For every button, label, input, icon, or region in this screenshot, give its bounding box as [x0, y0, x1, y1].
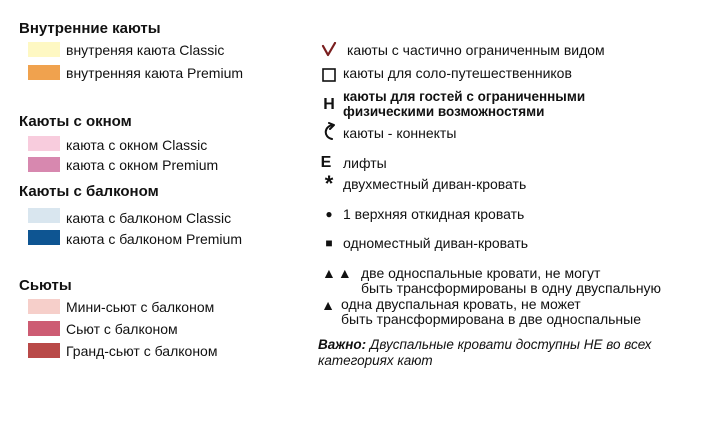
legend-elevators-label: лифты: [343, 155, 387, 171]
circle-icon: ●: [325, 207, 333, 221]
legend-upper-bed-label: 1 верхняя откидная кровать: [343, 206, 525, 222]
balcony-cabins-heading: Каюты с балконом: [19, 183, 159, 200]
checkmark-icon: [318, 41, 340, 59]
legend-two-singles-line1: две односпальные кровати, не могут: [361, 265, 601, 281]
asterisk-icon: *: [324, 171, 334, 196]
swatch-mini-suite: [28, 299, 60, 314]
legend-label-window-classic: каюта с окном Classic: [66, 137, 208, 153]
swatch-suite: [28, 321, 60, 336]
legend-solo-label: каюты для соло-путешественников: [343, 65, 572, 81]
legend-partial-view-label: каюты с частично ограниченным видом: [347, 42, 605, 58]
legend-label-inside-classic: внутреняя каюта Classic: [66, 42, 225, 58]
legend-connecting-label: каюты - коннекты: [343, 125, 457, 141]
legend-label-grand-suite: Гранд-сьют с балконом: [66, 343, 218, 359]
h-letter-icon: H: [323, 96, 335, 113]
legend-label-inside-premium: внутренняя каюта Premium: [66, 65, 244, 81]
legend-two-singles-line2: быть трансформированы в одну двуспальную: [361, 280, 662, 296]
legend-label-balcony-classic: каюта с балконом Classic: [66, 210, 232, 226]
legend-sofa-single-label: одноместный диван-кровать: [343, 235, 529, 251]
legend-label-mini-suite: Мини-сьют с балконом: [66, 299, 215, 315]
important-note-line1: [318, 337, 651, 353]
swatch-inside-classic: [28, 42, 60, 57]
connect-arrow-icon: [318, 123, 340, 141]
swatch-window-classic: [28, 136, 60, 151]
swatch-window-premium: [28, 157, 60, 172]
legend-accessible-line2: физическими возможностями: [343, 104, 545, 119]
important-note-line2: категориях кают: [318, 353, 433, 368]
legend-label-window-premium: каюта с окном Premium: [66, 157, 219, 173]
swatch-balcony-premium: [28, 230, 60, 245]
triangle-icon: ▲: [321, 297, 335, 313]
important-note-prefix: Важно:: [318, 337, 367, 352]
inside-cabins-heading: Внутренние каюты: [19, 20, 161, 37]
window-cabins-heading: Каюты с окном: [19, 113, 132, 130]
legend-label-balcony-premium: каюта с балконом Premium: [66, 231, 242, 247]
legend-sofa-double-label: двухместный диван-кровать: [343, 176, 527, 192]
legend-accessible-line1: каюты для гостей с ограниченными: [343, 89, 586, 104]
suites-heading: Сьюты: [19, 277, 72, 294]
swatch-balcony-classic: [28, 208, 60, 223]
e-letter-icon: E: [320, 154, 332, 171]
swatch-grand-suite: [28, 343, 60, 358]
swatch-inside-premium: [28, 65, 60, 80]
important-note-text-1: Двуспальные кровати доступны НЕ во всех: [369, 337, 652, 352]
legend-label-suite: Сьют с балконом: [66, 321, 178, 337]
legend-one-double-line2: быть трансформирована в две односпальные: [341, 311, 642, 327]
double-triangle-icon: ▲▲: [322, 265, 354, 281]
legend-one-double-line1: одна двуспальная кровать, не может: [341, 296, 581, 312]
square-outline-icon: [318, 66, 340, 84]
filled-square-icon: ■: [325, 236, 333, 250]
